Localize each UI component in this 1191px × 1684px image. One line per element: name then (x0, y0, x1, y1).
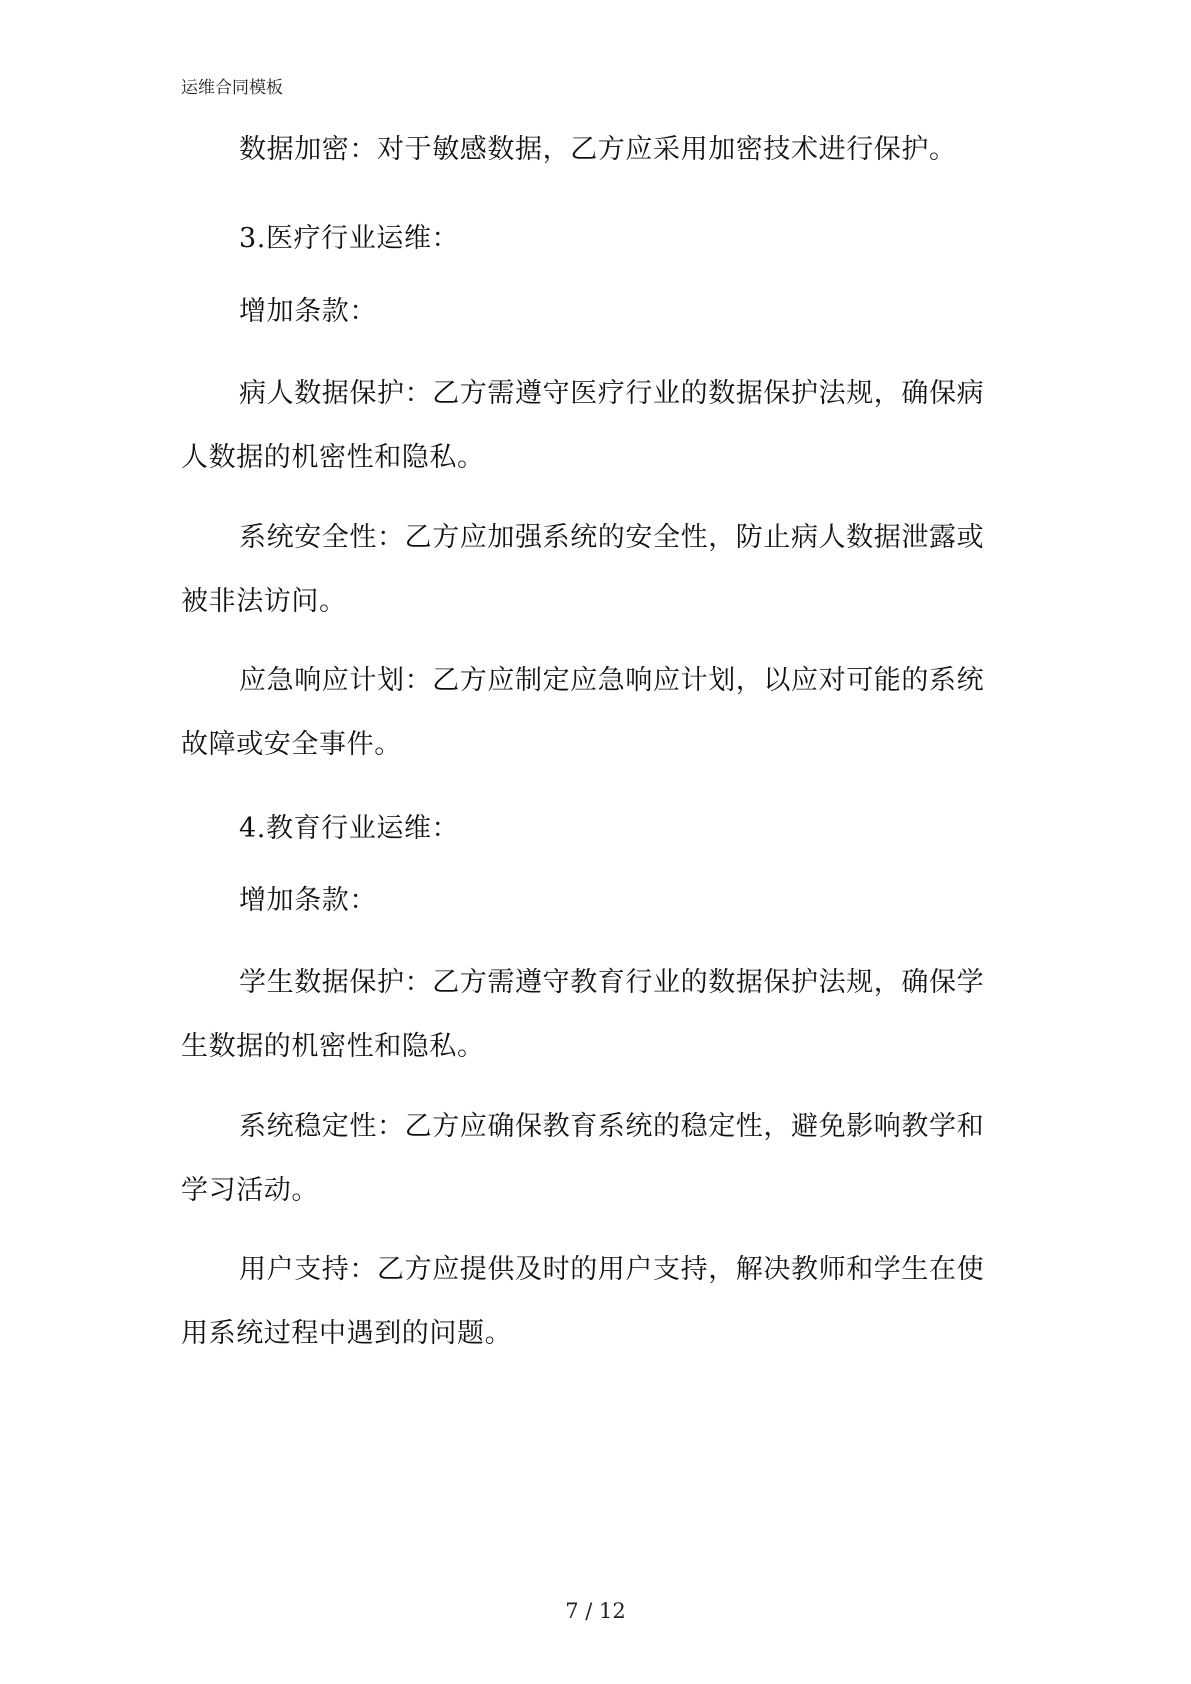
heading-education-ops (181, 797, 1001, 861)
heading-medical-ops (181, 207, 1001, 271)
paragraph-line: 学习活动。 (181, 1175, 319, 1206)
paragraph-line: 增加条款： (239, 885, 377, 916)
paragraph-emergency-response (181, 649, 1001, 777)
paragraph-additional-clauses-2 (181, 869, 1001, 933)
paragraph-line: 人数据的机密性和隐私。 (181, 442, 485, 473)
paragraph-line: 用系统过程中遇到的问题。 (181, 1318, 513, 1349)
paragraph-line: 用户支持：乙方应提供及时的用户支持，解决教师和学生在使 (239, 1254, 985, 1285)
paragraph-data-encryption (181, 118, 1001, 182)
paragraph-system-stability (181, 1095, 1001, 1223)
paragraph-student-data-protection (181, 951, 1001, 1079)
paragraph-line: 生数据的机密性和隐私。 (181, 1031, 485, 1062)
paragraph-patient-data-protection (181, 362, 1001, 490)
paragraph-user-support (181, 1238, 1001, 1366)
page-number: 7 / 12 (565, 1599, 626, 1623)
paragraph-line: 病人数据保护：乙方需遵守医疗行业的数据保护法规，确保病 (239, 378, 985, 409)
paragraph-line: 学生数据保护：乙方需遵守教育行业的数据保护法规，确保学 (239, 967, 985, 998)
paragraph-line: 3.医疗行业运维： (239, 223, 460, 254)
paragraph-additional-clauses (181, 280, 1001, 344)
paragraph-line: 4.教育行业运维： (239, 813, 460, 844)
paragraph-line: 系统安全性：乙方应加强系统的安全性，防止病人数据泄露或 (239, 522, 985, 553)
paragraph-line: 数据加密：对于敏感数据，乙方应采用加密技术进行保护。 (239, 134, 957, 165)
paragraph-line: 应急响应计划：乙方应制定应急响应计划，以应对可能的系统 (239, 665, 985, 696)
page-header-title: 运维合同模板 (181, 78, 283, 98)
paragraph-line: 故障或安全事件。 (181, 729, 402, 760)
paragraph-system-security (181, 506, 1001, 634)
paragraph-line: 增加条款： (239, 296, 377, 327)
paragraph-line: 被非法访问。 (181, 586, 347, 617)
paragraph-line: 系统稳定性：乙方应确保教育系统的稳定性，避免影响教学和 (239, 1111, 985, 1142)
